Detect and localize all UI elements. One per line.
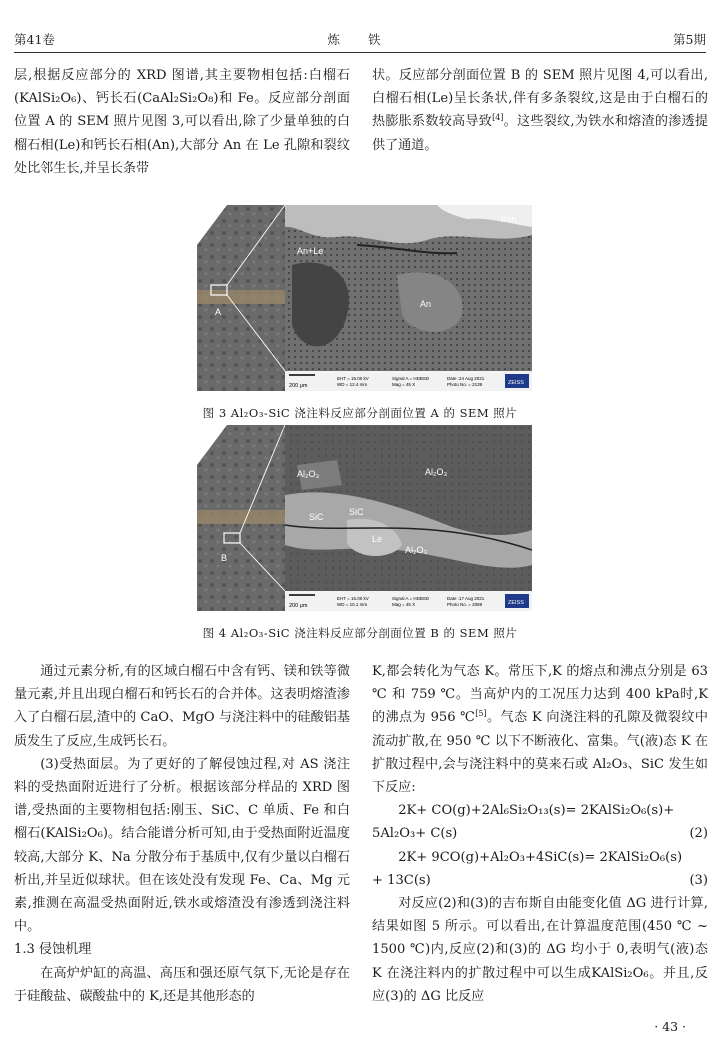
sem-meta-2: Signal A = HDBSD Mag = 45 X [392, 376, 430, 387]
section-heading: 1.3 侵蚀机理 [14, 942, 92, 958]
equation-3-line-1: 2K+ 9CO(g)+Al₂O₃+4SiC(s)= 2KAlSi₂O₆(s) [398, 849, 683, 865]
region-b-label: B [221, 553, 228, 563]
issue-label: 第5期 [673, 32, 706, 47]
text-run: 。这些裂纹,为铁水和熔渣的渗透提供了通道。 [372, 114, 708, 153]
sem-info-bar [285, 371, 532, 391]
running-header [14, 30, 706, 50]
equation-2-line-1: 2K+ CO(g)+2Al₆Si₂O₁₃(s)= 2KAlSi₂O₆(s)+ [398, 803, 675, 819]
sem-info-bar [285, 591, 532, 611]
volume-label: 第41卷 [14, 32, 55, 47]
equation-text: 5Al₂O₃+ C(s) [372, 826, 458, 842]
label-an: An [420, 299, 432, 309]
right-column-top [372, 64, 708, 157]
paragraph [372, 64, 708, 157]
label-sic: SiC [349, 507, 364, 517]
sem-meta-3: Date :24 Aug 2021 Photo No. = 2139 [447, 376, 485, 387]
citation-ref: [5] [475, 709, 487, 719]
figure-3-sem-image [197, 205, 532, 391]
sem-meta-3: Date :17 Aug 2021 Photo No. = 2089 [447, 596, 485, 607]
label-sic: SiC [309, 512, 324, 522]
paragraph: 在高炉炉缸的高温、高压和强还原气氛下,无论是存在于硅酸盐、碳酸盐中的 K,还是其他形态的 [14, 965, 350, 1004]
figure-3-graphic [197, 205, 532, 391]
figure-4-graphic [197, 425, 532, 611]
label-al2o3: Al₂O₃ [425, 467, 448, 477]
equation-number: (2) [689, 826, 708, 842]
text-run: 。气态 K 向浇注料的孔隙及微裂纹中流动扩散,在 950 ℃ 以下不断液化、富集。气(液)态 K 在扩散过程中,会与浇注料中的莫来石或 Al₂O₃、SiC 发生如下反应: [372, 710, 708, 796]
paragraph [372, 660, 708, 799]
text-run: K,都会转化为气态 K。常压下,K 的熔点和沸点分别是 63 ℃ 和 759 ℃。当高炉内的工况压力达到 400 kPa时,K 的沸点为 956 ℃ [372, 664, 708, 726]
sem-meta-1: EHT = 15.00 kV WD = 12.4 mm [337, 376, 369, 387]
paragraph: 通过元素分析,有的区域白榴石中含有钙、镁和铁等微量元素,并且出现白榴石和钙长石的合并体。这表明熔渣渗入了白榴石层,渣中的 CaO、MgO 与浇注料中的硅酸铝基质发生了反应,生成钙长石。 [14, 664, 350, 749]
left-column-top [14, 64, 350, 180]
equation-number: (3) [689, 872, 708, 888]
region-a-label: A [215, 307, 222, 317]
sem-meta-1: EHT = 15.00 kV WD = 10.1 mm [337, 596, 369, 607]
page-number: · 43 · [654, 1019, 686, 1034]
label-le: Le [372, 534, 383, 544]
label-anle: An+Le [297, 246, 324, 256]
figure-4-caption: 图 4 Al₂O₃-SiC 浇注料反应部分剖面位置 B 的 SEM 照片 [202, 626, 518, 640]
right-column-bottom [372, 660, 708, 1008]
scale-label: 200 μm [289, 603, 308, 609]
zeiss-logo-text: ZEISS [508, 380, 524, 386]
label-al2o3: Al₂O₃ [405, 545, 428, 555]
paragraph: 层,根据反应部分的 XRD 图谱,其主要物相包括:白榴石(KAlSi₂O₆)、钙长石(CaAl₂Si₂O₈)和 Fe。反应部分剖面位置 A 的 SEM 照片见图 3,可以看出,除了少量单独的白榴石相(Le)和钙长石相(An),大部分 An 在 Le 孔隙和裂纹处比邻生长,并呈长条带 [14, 68, 350, 176]
citation-ref: [4] [492, 113, 504, 123]
text-run: 状。反应部分剖面位置 B 的 SEM 照片见图 4,可以看出,白榴石相(Le)呈长条状,伴有多条裂纹,这是由于白榴石的热膨胀系数较高导致 [372, 68, 708, 130]
label-iron: Iron [501, 214, 517, 224]
paragraph: (3)受热面层。为了更好的了解侵蚀过程,对 AS 浇注料的受热面附近进行了分析。根据该部分样品的 XRD 图谱,受热面的主要物相包括:刚玉、SiC、C 单质、Fe 和白榴石(KAlSi₂O₆)。结合能谱分析可知,由于受热面附近温度较高,大部分 K、Na 分散分布于基质中,仅有少量以白榴石析出,并呈近似球状。但在该处没有发现 Fe、Ca、Mg 元素,推测在高温受热面附近,铁水或熔渣没有渗透到浇注料中。 [14, 756, 350, 935]
sem-meta-2: Signal A = HDBSD Mag = 45 X [392, 596, 430, 607]
header-rule [14, 52, 706, 53]
paragraph: 对反应(2)和(3)的吉布斯自由能变化值 ΔG 进行计算,结果如图 5 所示。可以看出,在计算温度范围(450 ℃ ~ 1500 ℃)内,反应(2)和(3)的 ΔG 均小于 0,表明气(液)态 K 在浇注料内的扩散过程中可以生成KAlSi₂O₆。并且,反应(3)的 ΔG 比反应 [372, 896, 708, 1004]
scale-label: 200 μm [289, 383, 308, 389]
equation-2-line-2 [372, 822, 708, 845]
figure-4-sem-image [197, 425, 532, 611]
figure-3-caption: 图 3 Al₂O₃-SiC 浇注料反应部分剖面位置 A 的 SEM 照片 [202, 406, 518, 420]
equation-3-line-2 [372, 869, 708, 892]
equation-text: + 13C(s) [372, 872, 431, 888]
zeiss-logo-text: ZEISS [508, 600, 524, 606]
label-al2o3: Al₂O₃ [297, 469, 320, 479]
journal-title: 炼 铁 [327, 32, 393, 47]
left-column-bottom [14, 660, 350, 1008]
